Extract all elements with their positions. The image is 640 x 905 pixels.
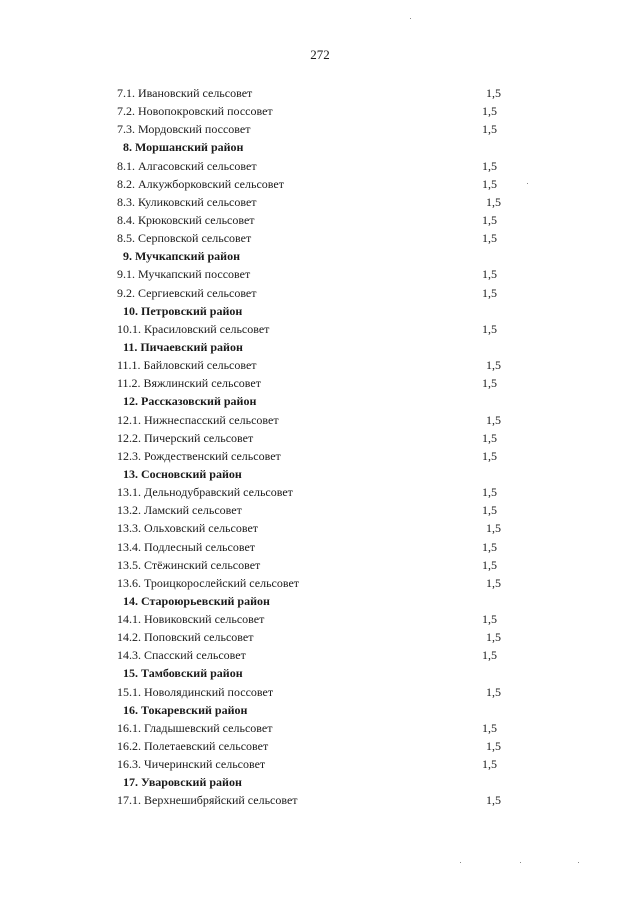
settlement-row	[0, 84, 640, 102]
settlement-name: 8.2. Алкужборковский сельсовет	[117, 176, 284, 191]
coefficient-value: 1,5	[486, 793, 501, 808]
settlement-name: 10.1. Красиловский сельсовет	[117, 321, 270, 336]
district-name: 16. Токаревский район	[123, 702, 248, 717]
settlement-name: 9.2. Сергиевский сельсовет	[117, 285, 257, 300]
coefficient-value: 1,5	[482, 212, 497, 227]
settlement-name: 14.1. Новиковский сельсовет	[117, 612, 265, 627]
district-heading-row	[0, 302, 640, 320]
coefficient-value: 1,5	[486, 412, 501, 427]
settlement-name: 14.2. Поповский сельсовет	[117, 630, 254, 645]
district-name: 17. Уваровский район	[123, 775, 242, 790]
coefficient-value: 1,5	[482, 448, 497, 463]
settlement-row	[0, 646, 640, 664]
settlement-name: 16.3. Чичеринский сельсовет	[117, 757, 266, 772]
settlement-name: 16.1. Гладышевский сельсовет	[117, 720, 273, 735]
settlement-name: 7.2. Новопокровский поссовет	[117, 104, 273, 119]
settlement-row	[0, 284, 640, 302]
settlement-row	[0, 120, 640, 138]
district-heading-row	[0, 773, 640, 791]
coefficient-value: 1,5	[486, 358, 501, 373]
district-heading-row	[0, 138, 640, 156]
settlement-name: 15.1. Новолядинский поссовет	[117, 684, 274, 699]
settlement-name: 8.4. Крюковский сельсовет	[117, 212, 255, 227]
district-heading-row	[0, 592, 640, 610]
settlement-row	[0, 755, 640, 773]
coefficient-value: 1,5	[482, 648, 497, 663]
settlement-name: 13.4. Подлесный сельсовет	[117, 539, 256, 554]
coefficient-value: 1,5	[486, 521, 501, 536]
settlement-row	[0, 574, 640, 592]
district-heading-row	[0, 392, 640, 410]
district-heading-row	[0, 247, 640, 265]
scan-speck	[578, 862, 579, 863]
coefficient-value: 1,5	[482, 104, 497, 119]
settlement-row	[0, 157, 640, 175]
district-name: 11. Пичаевский район	[123, 339, 243, 354]
settlement-row	[0, 737, 640, 755]
settlement-name: 13.6. Троицкорослейский сельсовет	[117, 575, 300, 590]
settlement-row	[0, 175, 640, 193]
district-name: 13. Сосновский район	[123, 466, 242, 481]
scan-speck	[527, 183, 528, 184]
district-name: 10. Петровский район	[123, 303, 243, 318]
district-heading-row	[0, 664, 640, 682]
settlement-name: 16.2. Полетаевский сельсовет	[117, 739, 269, 754]
district-heading-row	[0, 338, 640, 356]
settlement-row	[0, 265, 640, 283]
district-heading-row	[0, 465, 640, 483]
settlement-name: 8.3. Куликовский сельсовет	[117, 194, 257, 209]
settlement-name: 13.1. Дельнодубравский сельсовет	[117, 485, 293, 500]
settlement-row	[0, 791, 640, 809]
settlement-row	[0, 211, 640, 229]
settlement-name: 13.2. Ламский сельсовет	[117, 503, 242, 518]
coefficient-value: 1,5	[486, 739, 501, 754]
coefficient-value: 1,5	[482, 485, 497, 500]
settlement-name: 8.5. Серповской сельсовет	[117, 231, 252, 246]
coefficient-value: 1,5	[482, 321, 497, 336]
settlement-name: 12.3. Рождественский сельсовет	[117, 448, 281, 463]
district-name: 9. Мучкапский район	[123, 249, 240, 264]
settlement-name: 17.1. Верхнешибряйский сельсовет	[117, 793, 298, 808]
district-name: 15. Тамбовский район	[123, 666, 243, 681]
district-name: 14. Староюрьевский район	[123, 593, 270, 608]
settlement-name: 13.5. Стёжинский сельсовет	[117, 557, 261, 572]
settlement-row	[0, 229, 640, 247]
page-number: 272	[310, 47, 330, 62]
settlement-row	[0, 501, 640, 519]
settlement-row	[0, 102, 640, 120]
settlement-row	[0, 719, 640, 737]
coefficient-value: 1,5	[482, 285, 497, 300]
scan-speck	[460, 862, 461, 863]
settlement-name: 11.1. Байловский сельсовет	[117, 358, 257, 373]
settlement-name: 13.3. Ольховский сельсовет	[117, 521, 259, 536]
coefficient-value: 1,5	[482, 176, 497, 191]
settlement-name: 7.3. Мордовский поссовет	[117, 122, 251, 137]
settlement-row	[0, 610, 640, 628]
coefficient-value: 1,5	[482, 430, 497, 445]
settlement-row	[0, 193, 640, 211]
settlement-row	[0, 356, 640, 374]
settlement-name: 7.1. Ивановский сельсовет	[117, 86, 253, 100]
settlement-name: 9.1. Мучкапский поссовет	[117, 267, 251, 282]
coefficient-value: 1,5	[482, 720, 497, 735]
settlement-row	[0, 374, 640, 392]
settlement-name: 12.2. Пичерский сельсовет	[117, 430, 254, 445]
scan-speck	[520, 862, 521, 863]
coefficient-value: 1,5	[482, 757, 497, 772]
coefficient-value: 1,5	[482, 122, 497, 137]
settlement-row	[0, 556, 640, 574]
coefficient-value: 1,5	[482, 503, 497, 518]
coefficient-value: 1,5	[482, 376, 497, 391]
settlement-row	[0, 447, 640, 465]
settlement-row	[0, 429, 640, 447]
district-name: 8. Моршанский район	[123, 140, 244, 155]
coefficient-value: 1,5	[482, 231, 497, 246]
coefficient-value: 1,5	[486, 194, 501, 209]
scan-speck	[410, 18, 411, 19]
settlement-row	[0, 483, 640, 501]
settlement-row	[0, 683, 640, 701]
coefficient-value: 1,5	[482, 557, 497, 572]
coefficient-value: 1,5	[482, 539, 497, 554]
settlement-name: 14.3. Спасский сельсовет	[117, 648, 246, 663]
district-heading-row	[0, 701, 640, 719]
settlement-row	[0, 320, 640, 338]
settlement-row	[0, 538, 640, 556]
settlement-row	[0, 411, 640, 429]
coefficient-value: 1,5	[482, 158, 497, 173]
settlement-row	[0, 519, 640, 537]
coefficient-value: 1,5	[482, 267, 497, 282]
coefficient-value: 1,5	[486, 630, 501, 645]
coefficient-value: 1,5	[486, 684, 501, 699]
coefficient-value: 1,5	[486, 575, 501, 590]
settlement-row	[0, 628, 640, 646]
settlement-name: 12.1. Нижнеспасский сельсовет	[117, 412, 279, 427]
settlement-name: 11.2. Вяжлинский сельсовет	[117, 376, 261, 391]
coefficient-value: 1,5	[486, 86, 501, 100]
settlement-name: 8.1. Алгасовский сельсовет	[117, 158, 257, 173]
district-name: 12. Рассказовский район	[123, 394, 257, 409]
coefficient-value: 1,5	[482, 612, 497, 627]
